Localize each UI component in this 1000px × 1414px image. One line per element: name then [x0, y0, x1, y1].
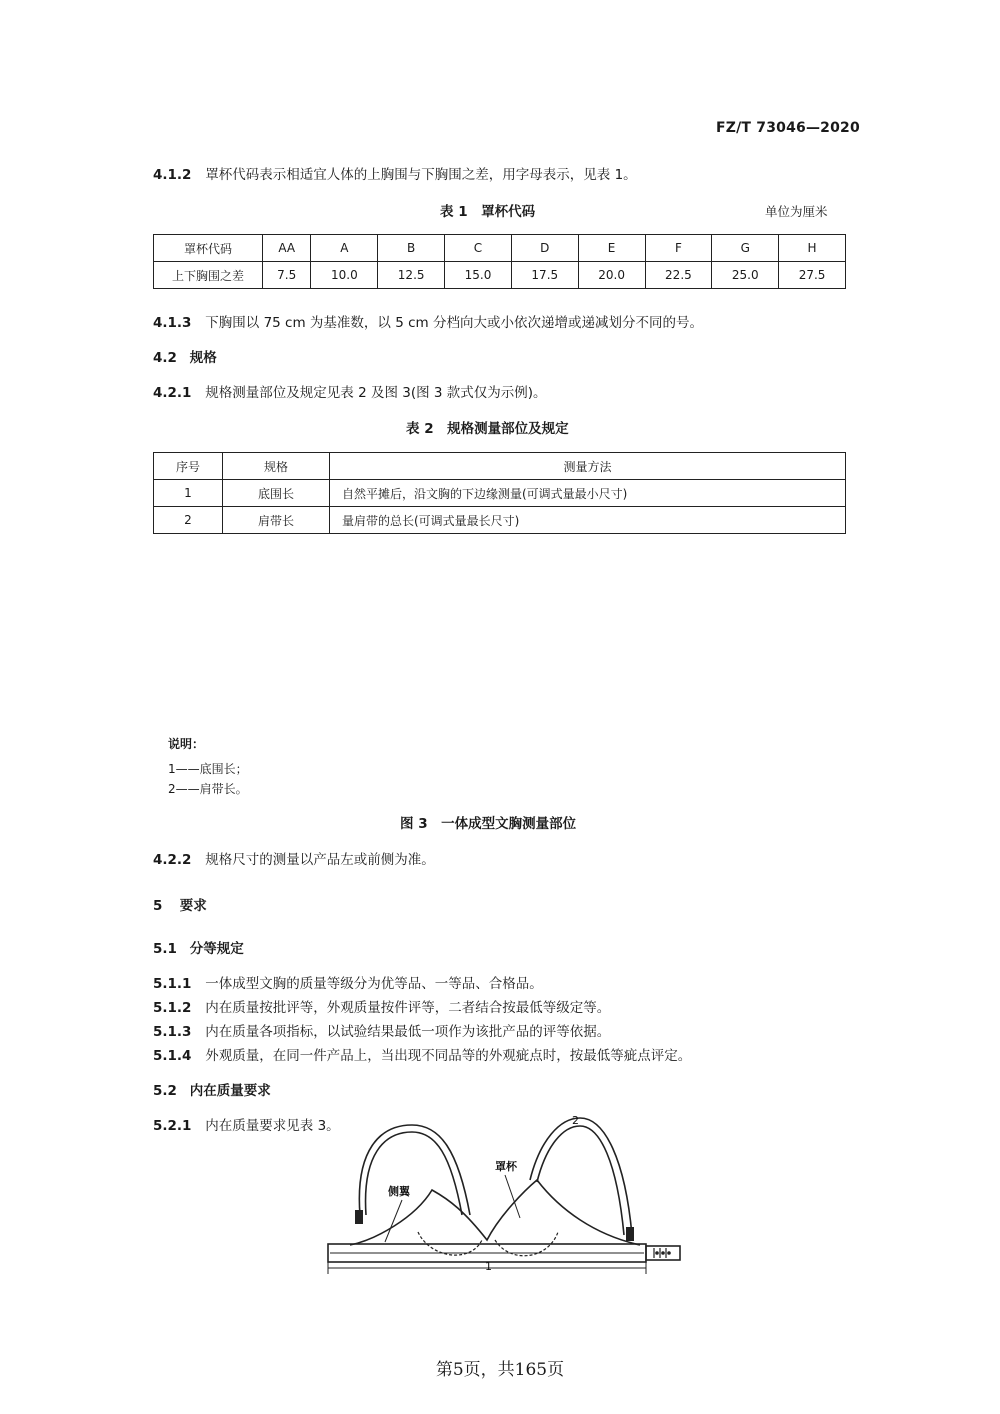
hook-eye: [661, 1251, 665, 1255]
table-header: 序号: [154, 453, 223, 480]
table-cell: 15.0: [445, 262, 512, 289]
table-cell: 1: [154, 480, 223, 507]
measurement-table: [153, 452, 846, 534]
table-cell: 肩带长: [223, 507, 330, 534]
paragraph-4-1-2: [153, 163, 637, 183]
table-cell: 底围长: [223, 480, 330, 507]
figure3-caption: 图 3 一体成型文胸测量部位: [400, 816, 577, 832]
clause-number: 4.1.3: [153, 315, 192, 331]
figure3-legend-title: 说明：: [168, 737, 205, 751]
paragraph-5-1-4: [153, 1044, 691, 1064]
heading-5-2: [153, 1079, 271, 1099]
heading-text: 分等规定: [189, 941, 244, 957]
dimension-marker-1: 1: [485, 1260, 492, 1273]
clause-number: 5: [153, 898, 163, 914]
clause-text: 内在质量要求见表 3。: [205, 1118, 340, 1134]
table-cell: 27.5: [779, 262, 846, 289]
dimension-marker-2: 2: [572, 1114, 579, 1127]
paragraph-4-2-1: [153, 381, 547, 401]
clause-number: 4.1.2: [153, 167, 192, 183]
figure3-legend-item-2: 2——肩带长。: [168, 782, 248, 796]
table-cell: C: [445, 235, 512, 262]
left-strap: [359, 1125, 470, 1215]
table-header: 规格: [223, 453, 330, 480]
table-cell: 自然平摊后，沿文胸的下边缘测量(可调式量最小尺寸): [330, 480, 846, 507]
clause-text: 一体成型文胸的质量等级分为优等品、一等品、合格品。: [205, 976, 543, 992]
heading-text: 内在质量要求: [189, 1083, 271, 1099]
clause-text: 罩杯代码表示相适宜人体的上胸围与下胸围之差，用字母表示，见表 1。: [205, 167, 637, 183]
paragraph-4-1-3: [153, 311, 703, 331]
left-strap-inner: [366, 1132, 462, 1215]
table-cell: 2: [154, 507, 223, 534]
table-row: [154, 507, 846, 534]
table-cell: 10.0: [311, 262, 378, 289]
hook-eye: [655, 1251, 659, 1255]
table-cell: 17.5: [511, 262, 578, 289]
table-row: [154, 262, 846, 289]
right-strap-inner: [537, 1126, 624, 1235]
clause-number: 5.2.1: [153, 1118, 192, 1134]
table-cell: G: [712, 235, 779, 262]
side-wing-pointer: [385, 1200, 402, 1242]
clause-number: 5.2: [153, 1083, 177, 1099]
table-cell: 22.5: [645, 262, 712, 289]
clause-number: 4.2: [153, 350, 177, 366]
clause-text: 规格尺寸的测量以产品左或前侧为准。: [205, 852, 435, 868]
side-wing-label: 侧翼: [388, 1185, 410, 1198]
heading-text: 要求: [179, 898, 207, 914]
table-cell: AA: [263, 235, 311, 262]
table-row-label: 上下胸围之差: [154, 262, 263, 289]
paragraph-5-1-1: [153, 972, 543, 992]
clause-number: 5.1.1: [153, 976, 192, 992]
table-cell: 12.5: [378, 262, 445, 289]
table-row: [154, 235, 846, 262]
table1-unit: 单位为厘米: [765, 204, 828, 219]
table2-caption: 表 2 规格测量部位及规定: [406, 421, 569, 437]
table-cell: 25.0: [712, 262, 779, 289]
clause-text: 内在质量按批评等，外观质量按件评等，二者结合按最低等级定等。: [205, 1000, 611, 1016]
paragraph-5-1-3: [153, 1020, 610, 1040]
standard-code: FZ/T 73046—2020: [716, 120, 860, 136]
paragraph-4-2-2: [153, 848, 435, 868]
clause-number: 5.1.2: [153, 1000, 192, 1016]
clause-number: 4.2.1: [153, 385, 192, 401]
right-strap: [530, 1118, 632, 1235]
table-cell: 20.0: [578, 262, 645, 289]
left-strap-adjuster: [355, 1210, 363, 1224]
table-cell: H: [779, 235, 846, 262]
hook-eye: [667, 1251, 671, 1255]
heading-5: [153, 894, 207, 914]
page-number: 第5页，共165页: [435, 1360, 565, 1380]
clause-number: 5.1.3: [153, 1024, 192, 1040]
table-cell: 量肩带的总长(可调式量最长尺寸): [330, 507, 846, 534]
table-row-label: 罩杯代码: [154, 235, 263, 262]
cup-label: 罩杯: [495, 1160, 517, 1173]
table-cell: A: [311, 235, 378, 262]
table-row: [154, 480, 846, 507]
heading-text: 规格: [189, 350, 217, 366]
paragraph-5-1-2: [153, 996, 610, 1016]
clause-text: 下胸围以 75 cm 为基准数，以 5 cm 分档向大或小依次递增或递减划分不同的号。: [205, 315, 703, 331]
heading-4-2: [153, 346, 217, 366]
clause-text: 外观质量，在同一件产品上，当出现不同品等的外观疵点时，按最低等疵点评定。: [205, 1048, 692, 1064]
clause-text: 规格测量部位及规定见表 2 及图 3(图 3 款式仅为示例)。: [205, 385, 547, 401]
figure3-legend-item-1: 1——底围长；: [168, 762, 248, 776]
clause-text: 内在质量各项指标，以试验结果最低一项作为该批产品的评等依据。: [205, 1024, 611, 1040]
table-header: 测量方法: [330, 453, 846, 480]
table1-caption: 表 1 罩杯代码: [440, 204, 536, 220]
heading-5-1: [153, 937, 244, 957]
right-strap-adjuster: [626, 1227, 634, 1241]
table-cell: B: [378, 235, 445, 262]
cup-code-table: [153, 234, 846, 289]
clause-number: 5.1: [153, 941, 177, 957]
table-header-row: [154, 453, 846, 480]
clause-number: 4.2.2: [153, 852, 192, 868]
table-cell: F: [645, 235, 712, 262]
paragraph-5-2-1: [153, 1114, 340, 1134]
table-cell: E: [578, 235, 645, 262]
table-cell: D: [511, 235, 578, 262]
table-cell: 7.5: [263, 262, 311, 289]
clause-number: 5.1.4: [153, 1048, 192, 1064]
